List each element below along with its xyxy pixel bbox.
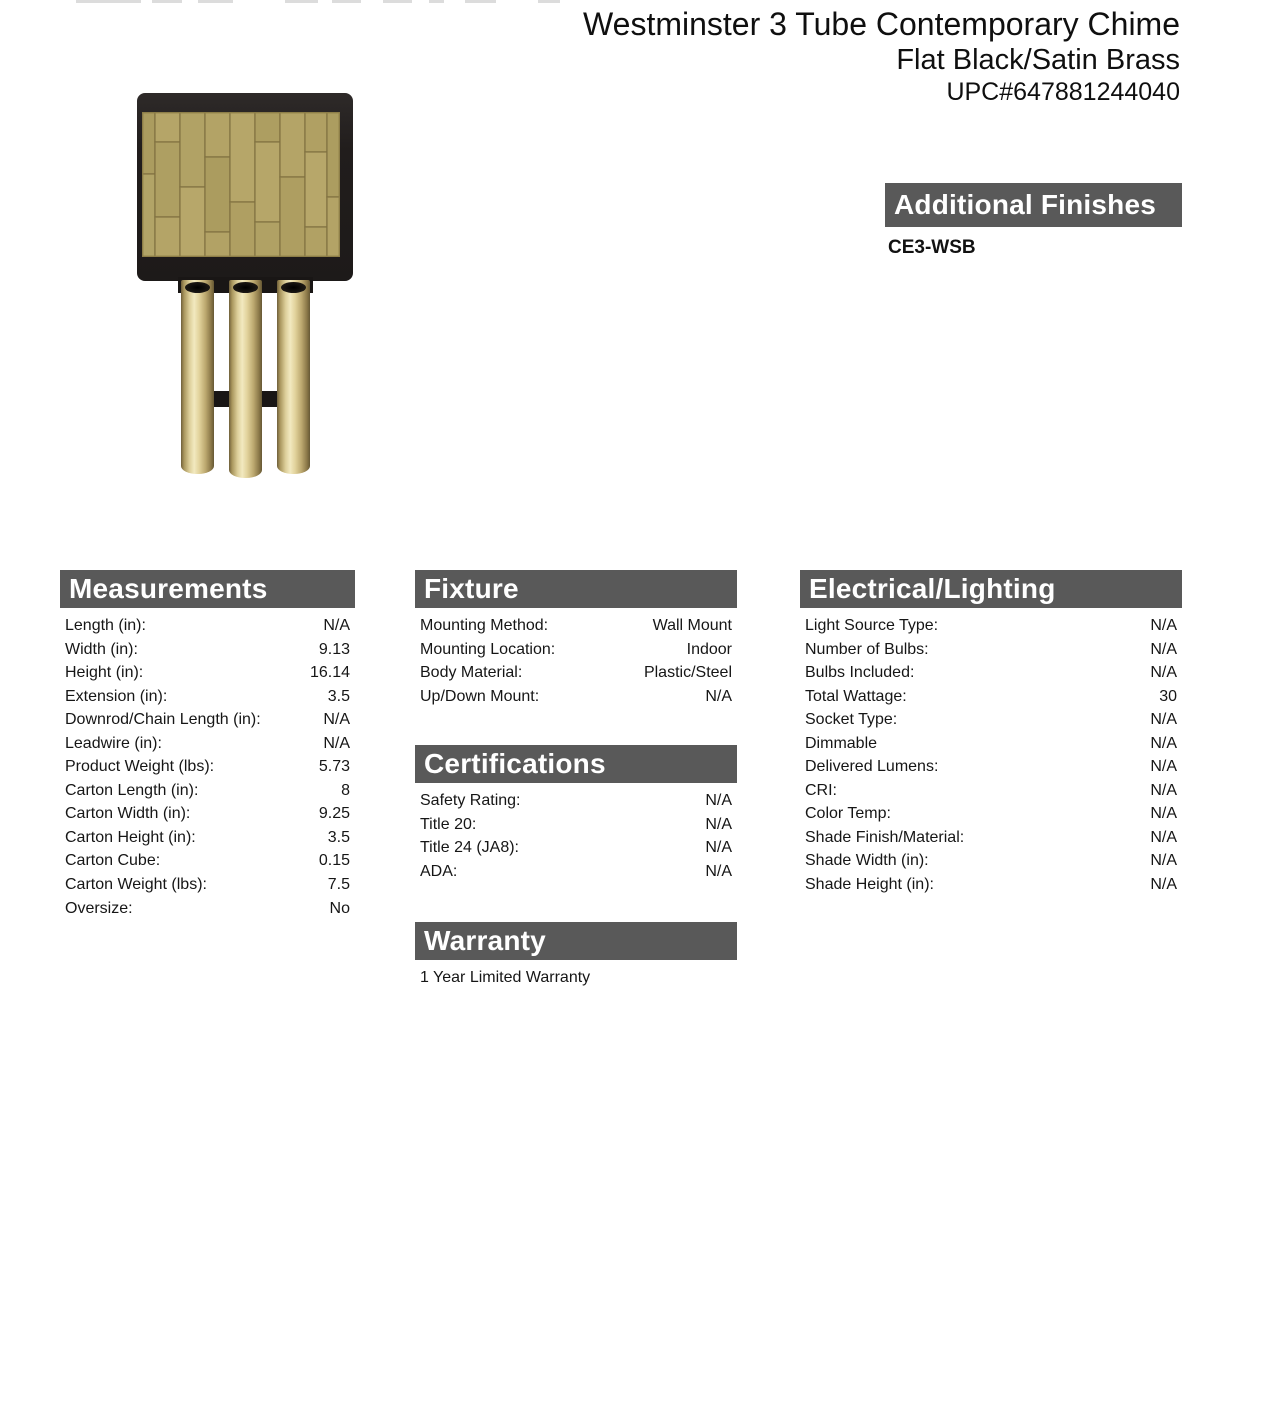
spec-label: Bulbs Included:	[805, 664, 915, 682]
spec-value: N/A	[1150, 781, 1177, 799]
spec-value: 0.15	[318, 852, 350, 870]
spec-label: Downrod/Chain Length (in):	[65, 711, 261, 729]
spec-label: CRI:	[805, 781, 837, 799]
logo-remnant	[465, 0, 496, 3]
spec-row	[60, 826, 355, 850]
spec-row	[800, 873, 1182, 897]
spec-row	[800, 661, 1182, 685]
spec-row	[800, 755, 1182, 779]
spec-value: N/A	[1150, 805, 1177, 823]
spec-value: No	[329, 899, 350, 917]
spec-row	[415, 661, 737, 685]
spec-row	[415, 614, 737, 638]
spec-value: N/A	[323, 617, 350, 634]
spec-value: N/A	[1150, 734, 1177, 752]
certifications-rows	[415, 789, 737, 883]
spec-row	[800, 685, 1182, 709]
fixture-section	[415, 570, 737, 708]
spec-label: Carton Cube:	[65, 852, 161, 870]
chime-cover-box	[137, 93, 353, 281]
warranty-text: 1 Year Limited Warranty	[420, 969, 591, 986]
spec-row	[415, 836, 737, 860]
logo-remnant	[198, 0, 233, 3]
spec-value: 16.14	[309, 664, 350, 682]
spec-value: 3.5	[327, 828, 350, 846]
tube-connector	[214, 391, 229, 407]
spec-label: Dimmable	[805, 734, 878, 752]
spec-row	[60, 708, 355, 732]
spec-row	[415, 789, 737, 813]
spec-value: Plastic/Steel	[643, 664, 732, 682]
spec-row	[60, 638, 355, 662]
spec-value: N/A	[1150, 758, 1177, 776]
spec-value: N/A	[705, 815, 732, 833]
product-finish: Flat Black/Satin Brass	[896, 44, 1180, 76]
spec-value: 30	[1159, 687, 1177, 705]
spec-value: N/A	[705, 792, 732, 809]
spec-row	[60, 614, 355, 638]
spec-value: N/A	[1150, 852, 1177, 870]
document-header	[583, 6, 1180, 108]
spec-label: Shade Width (in):	[805, 852, 929, 870]
spec-row	[60, 897, 355, 921]
spec-label: Body Material:	[420, 664, 523, 682]
measurements-header: Measurements	[60, 570, 355, 608]
spec-label: Length (in):	[65, 617, 146, 634]
spec-value: N/A	[705, 687, 732, 705]
warranty-section	[415, 922, 737, 987]
logo-remnant	[383, 0, 412, 3]
tube-opening	[281, 282, 306, 293]
spec-label: Safety Rating:	[420, 792, 521, 809]
spec-label: Mounting Location:	[420, 640, 556, 658]
additional-finishes-header: Additional Finishes	[885, 183, 1182, 227]
certifications-header: Certifications	[415, 745, 737, 783]
spec-row	[60, 732, 355, 756]
spec-label: Color Temp:	[805, 805, 891, 823]
spec-label: Shade Height (in):	[805, 876, 934, 894]
spec-row	[60, 661, 355, 685]
spec-value: N/A	[1150, 711, 1177, 729]
spec-label: ADA:	[420, 862, 458, 880]
spec-label: Carton Height (in):	[65, 828, 196, 846]
electrical-lighting-header: Electrical/Lighting	[800, 570, 1182, 608]
chime-tube-middle	[229, 280, 262, 478]
spec-label: Title 24 (JA8):	[420, 839, 519, 857]
logo-remnant	[332, 0, 361, 3]
logo-remnant	[429, 0, 444, 3]
spec-label: Width (in):	[65, 640, 138, 658]
spec-row	[800, 849, 1182, 873]
spec-label: Number of Bulbs:	[805, 640, 929, 658]
additional-finishes-section	[885, 183, 1182, 259]
spec-label: Carton Length (in):	[65, 781, 199, 799]
spec-label: Carton Width (in):	[65, 805, 191, 823]
spec-value: N/A	[1150, 617, 1177, 634]
spec-label: Total Wattage:	[805, 687, 907, 705]
electrical-lighting-section	[800, 570, 1182, 897]
spec-value: N/A	[1150, 876, 1177, 894]
tube-connector	[262, 391, 277, 407]
spec-label: Shade Finish/Material:	[805, 828, 965, 846]
spec-label: Light Source Type:	[805, 617, 939, 634]
spec-row	[60, 849, 355, 873]
spec-row	[415, 860, 737, 884]
spec-label: Product Weight (lbs):	[65, 758, 215, 776]
spec-value: 3.5	[327, 687, 350, 705]
measurements-section	[60, 570, 355, 920]
spec-value: 9.13	[318, 640, 350, 658]
spec-value: N/A	[1150, 828, 1177, 846]
spec-label: Extension (in):	[65, 687, 168, 705]
spec-value: N/A	[705, 839, 732, 857]
product-upc: UPC#647881244040	[946, 78, 1180, 106]
electrical-lighting-rows	[800, 614, 1182, 897]
spec-label: Leadwire (in):	[65, 734, 162, 752]
spec-label: Oversize:	[65, 899, 133, 917]
tube-opening	[233, 282, 258, 293]
spec-label: Carton Weight (lbs):	[65, 876, 207, 894]
chime-tube-right	[277, 280, 310, 474]
spec-row	[60, 873, 355, 897]
spec-value: N/A	[1150, 640, 1177, 658]
spec-value: N/A	[323, 711, 350, 729]
spec-row	[800, 802, 1182, 826]
spec-label: Socket Type:	[805, 711, 898, 729]
spec-value: 8	[341, 781, 350, 799]
measurements-rows	[60, 614, 355, 920]
finish-code: CE3-WSB	[888, 237, 976, 258]
spec-row	[415, 685, 737, 709]
spec-value: N/A	[705, 862, 732, 880]
spec-row	[800, 708, 1182, 732]
spec-row	[800, 638, 1182, 662]
spec-label: Mounting Method:	[420, 617, 549, 634]
spec-value: 5.73	[318, 758, 350, 776]
spec-label: Height (in):	[65, 664, 144, 682]
spec-label: Delivered Lumens:	[805, 758, 939, 776]
spec-row	[415, 813, 737, 837]
product-title: Westminster 3 Tube Contemporary Chime	[583, 6, 1180, 42]
spec-row	[60, 802, 355, 826]
spec-row	[800, 732, 1182, 756]
logo-remnant	[285, 0, 318, 3]
chime-tube-left	[181, 280, 214, 474]
spec-value: Wall Mount	[652, 617, 732, 634]
logo-remnant	[76, 0, 141, 3]
spec-value: Indoor	[686, 640, 732, 658]
spec-label: Up/Down Mount:	[420, 687, 540, 705]
spec-value: 7.5	[327, 876, 350, 894]
spec-value: N/A	[1150, 664, 1177, 682]
spec-row	[415, 638, 737, 662]
fixture-rows	[415, 614, 737, 708]
spec-row	[60, 779, 355, 803]
spec-row	[800, 826, 1182, 850]
fixture-header: Fixture	[415, 570, 737, 608]
spec-row	[60, 755, 355, 779]
logo-remnant	[538, 0, 560, 3]
chime-cover-pattern	[142, 112, 340, 257]
spec-row	[800, 779, 1182, 803]
certifications-section	[415, 745, 737, 883]
warranty-header: Warranty	[415, 922, 737, 960]
logo-remnant	[152, 0, 182, 3]
spec-row	[60, 685, 355, 709]
spec-row	[800, 614, 1182, 638]
spec-value: 9.25	[318, 805, 350, 823]
spec-value: N/A	[323, 734, 350, 752]
tube-opening	[185, 282, 210, 293]
spec-label: Title 20:	[420, 815, 477, 833]
